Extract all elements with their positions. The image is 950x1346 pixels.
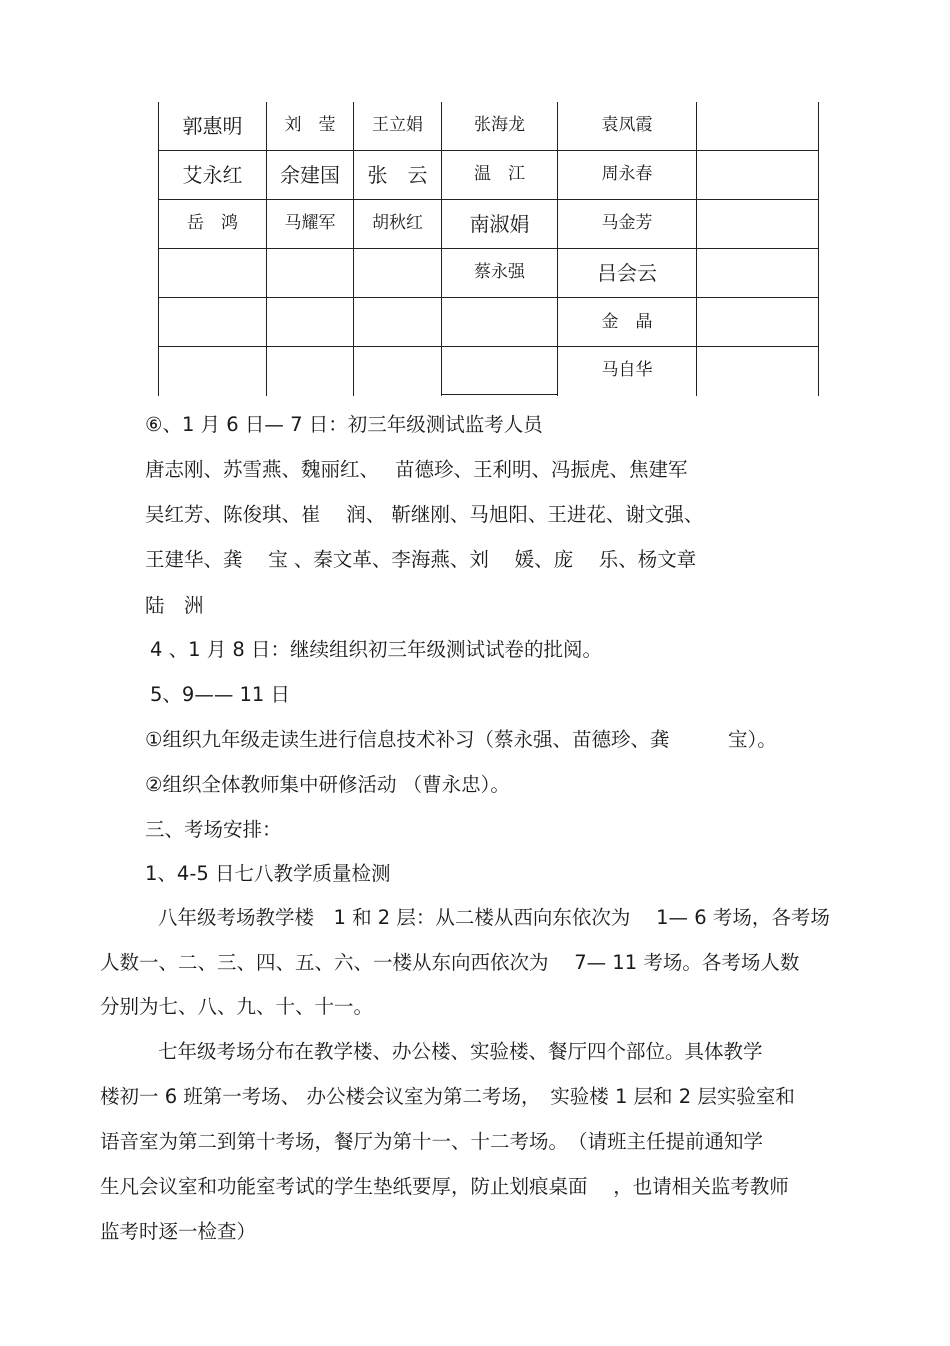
name-list-line: 王建华、龚 宝 、秦文革、李海燕、刘 媛、庞 乐、杨文章 xyxy=(145,548,697,571)
table-cell: 郭惠明 xyxy=(182,114,243,138)
name-list-line: 唐志刚、苏雪燕、魏丽红、 苗德珍、王利明、冯振虎、焦建军 xyxy=(145,458,688,481)
paragraph-line: 人数一、二、三、四、五、六、一楼从东向西依次为 7— 11 考场。各考场人数 xyxy=(100,951,800,974)
paragraph-line: 4 、1 月 8 日：继续组织初三年级测试试卷的批阅。 xyxy=(150,638,603,661)
table-cell: 温 江 xyxy=(474,164,525,184)
paragraph-line: 语音室为第二到第十考场，餐厅为第十一、十二考场。 （请班主任提前通知学 xyxy=(100,1130,764,1153)
paragraph-line: 生凡会议室和功能室考试的学生垫纸要厚，防止划痕桌面 ，也请相关监考教师 xyxy=(100,1175,789,1198)
table-cell: 南淑娟 xyxy=(469,212,530,236)
paragraph-line: 七年级考场分布在教学楼、办公楼、实验楼、餐厅四个部位。具体教学 xyxy=(158,1040,763,1063)
table-cell: 马自华 xyxy=(601,360,653,380)
table-cell: 周永春 xyxy=(601,164,653,184)
subsection-heading: 1、4-5 日七八教学质量检测 xyxy=(145,862,391,885)
name-list-line: 陆 洲 xyxy=(145,594,204,617)
section-heading: 三、考场安排： xyxy=(145,818,282,841)
section-heading: ⑥、1 月 6 日— 7 日：初三年级测试监考人员 xyxy=(145,413,543,436)
table-cell: 吕会云 xyxy=(597,261,657,285)
paragraph-line: ①组织九年级走读生进行信息技术补习（蔡永强、苗德珍、龚 宝）。 xyxy=(145,728,777,751)
table-row-divider xyxy=(158,297,819,298)
table-row-divider xyxy=(158,248,819,249)
table-cell: 马金芳 xyxy=(601,213,653,233)
paragraph-line: 监考时逐一检查） xyxy=(100,1220,257,1243)
table-cell: 余建国 xyxy=(280,163,340,187)
table-cell: 胡秋红 xyxy=(372,213,423,233)
paragraph-line: 分别为七、八、九、十、十一。 xyxy=(100,995,374,1018)
name-list-line: 吴红芳、陈俊琪、崔 润、 靳继刚、马旭阳、王进花、谢文强、 xyxy=(145,503,704,526)
table-bottom-partial xyxy=(441,394,558,395)
paragraph-line: 八年级考场教学楼 1 和 2 层：从二楼从西向东依次为 1— 6 考场，各考场 xyxy=(158,906,830,929)
table-cell: 岳 鸿 xyxy=(187,213,238,233)
table-cell: 蔡永强 xyxy=(474,262,525,282)
table-cell: 袁凤霞 xyxy=(601,115,653,135)
table-cell: 金 晶 xyxy=(601,312,653,332)
table-cell: 王立娟 xyxy=(372,115,423,135)
table-cell: 刘 莹 xyxy=(284,115,336,135)
table-cell: 马耀军 xyxy=(284,213,336,233)
table-row-divider xyxy=(158,346,819,347)
table-row-divider xyxy=(158,150,819,151)
table-cell: 张海龙 xyxy=(474,115,525,135)
paragraph-line: 5、9—— 11 日 xyxy=(150,683,291,706)
table-row-divider xyxy=(158,199,819,200)
paragraph-line: 楼初一 6 班第一考场、 办公楼会议室为第二考场， 实验楼 1 层和 2 层实验室和 xyxy=(100,1085,795,1108)
table-cell: 艾永红 xyxy=(182,163,243,187)
paragraph-line: ②组织全体教师集中研修活动 （曹永忠）。 xyxy=(145,773,510,796)
table-cell: 张 云 xyxy=(367,163,428,187)
